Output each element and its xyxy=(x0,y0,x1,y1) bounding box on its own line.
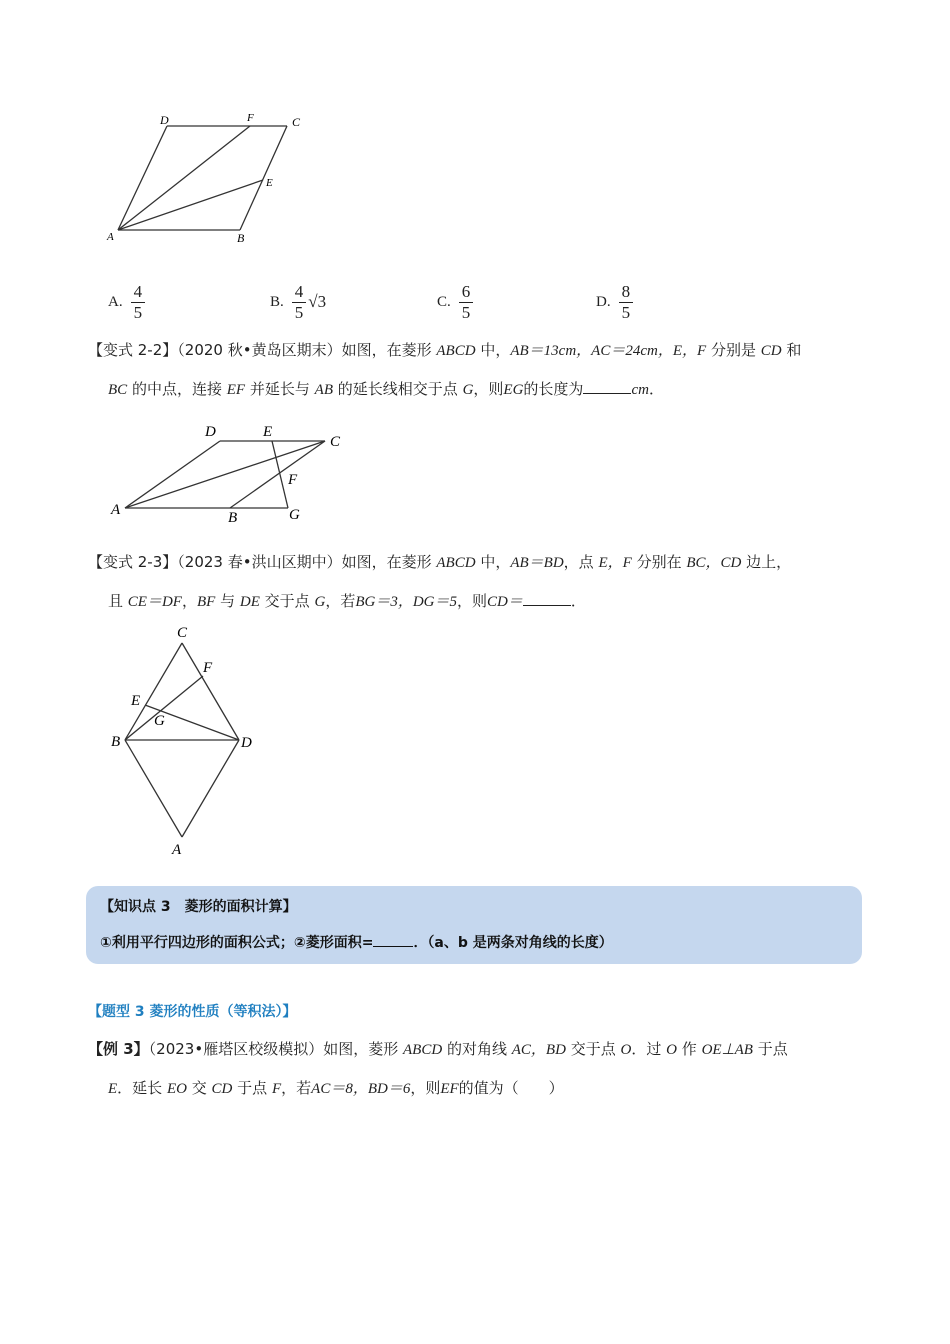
text-fragment: ．（a、b 是两条对角线的长度） xyxy=(413,935,613,951)
area-formula-blank[interactable] xyxy=(373,932,413,947)
math-e: E xyxy=(108,1081,118,1097)
label-c: C xyxy=(330,434,341,450)
option-b-numerator: 4 xyxy=(292,282,307,303)
option-a-fraction xyxy=(131,282,146,323)
variant-2-3-line-1 xyxy=(88,543,868,582)
math-ef: E，F xyxy=(672,343,707,359)
label-d: D xyxy=(241,735,252,751)
segment-ae xyxy=(118,180,263,230)
text-fragment: ．过 xyxy=(631,1040,662,1058)
math-eg: EG xyxy=(503,382,524,398)
text-fragment: ，若 xyxy=(325,592,356,610)
math-ef: E，F xyxy=(598,555,632,571)
math-condition: AC＝8，BD＝6 xyxy=(311,1081,411,1097)
label-f: F xyxy=(203,660,213,676)
text-fragment: 与 xyxy=(220,592,236,610)
label-d: D xyxy=(160,113,169,127)
text-fragment: 且 xyxy=(108,592,124,610)
text-fragment: 如图，在菱形 xyxy=(341,341,432,359)
option-c-fraction xyxy=(459,282,474,323)
label-e: E xyxy=(131,693,141,709)
text-fragment: 和 xyxy=(786,341,802,359)
label-g: G xyxy=(289,507,300,523)
knowledge-box xyxy=(86,886,862,964)
math-condition: AB＝BD xyxy=(510,555,564,571)
text-fragment: ，则 xyxy=(473,380,504,398)
segment-eg xyxy=(272,441,288,508)
answer-blank[interactable] xyxy=(583,379,631,394)
math-abcd: ABCD xyxy=(403,1042,443,1058)
text-fragment: ①利用平行四边形的面积公式；②菱形面积= xyxy=(100,935,374,951)
text-fragment: ，点 xyxy=(563,553,594,571)
label-e: E xyxy=(263,424,273,440)
math-ef: EF xyxy=(440,1081,459,1097)
variant-2-3-line-2 xyxy=(88,582,868,621)
text-fragment: 中， xyxy=(480,553,511,571)
figure-rhombus-2 xyxy=(105,418,355,528)
math-unit: cm xyxy=(631,382,649,398)
option-b-fraction xyxy=(292,282,307,323)
math-g: G xyxy=(314,594,326,610)
math-ef-line: EF xyxy=(226,382,246,398)
math-abcd: ABCD xyxy=(436,343,476,359)
text-fragment: 边上， xyxy=(746,553,792,571)
label-a: A xyxy=(107,231,114,243)
math-condition: AB＝13cm，AC＝24cm， xyxy=(510,343,673,359)
option-d-numerator: 8 xyxy=(619,282,634,303)
text-fragment: 的中点，连接 xyxy=(131,380,222,398)
edge-cb xyxy=(230,441,325,508)
label-c: C xyxy=(292,115,301,129)
math-cd: CD xyxy=(211,1081,233,1097)
example-3-source: （2023•雁塔区校级模拟） xyxy=(148,1040,324,1058)
math-o: O xyxy=(666,1042,677,1058)
option-c-denominator: 5 xyxy=(461,302,471,322)
label-b: B xyxy=(237,231,245,245)
label-b: B xyxy=(228,510,238,526)
option-c[interactable] xyxy=(437,278,473,326)
text-fragment: 于点 xyxy=(757,1040,788,1058)
option-a-numerator: 4 xyxy=(131,282,146,303)
text-fragment: ． xyxy=(648,380,664,398)
text-fragment: 如图，菱形 xyxy=(323,1040,399,1058)
variant-2-3-tag: 【变式 2-3】 xyxy=(88,553,178,571)
math-o: O xyxy=(620,1042,632,1058)
variant-2-2-source: （2020 秋•黄岛区期末） xyxy=(177,341,342,359)
variant-2-3-text xyxy=(88,543,868,621)
text-fragment: 作 xyxy=(681,1040,697,1058)
option-d[interactable] xyxy=(596,278,633,326)
math-bf: BF xyxy=(196,594,216,610)
edge-cb xyxy=(240,126,287,230)
label-b: B xyxy=(111,734,121,750)
text-fragment: 交于点 xyxy=(264,592,310,610)
math-ac-bd: AC，BD xyxy=(511,1042,566,1058)
text-fragment: 的值为（ ） xyxy=(458,1079,564,1097)
option-b-root: √3 xyxy=(308,292,327,311)
variant-2-2-line-2 xyxy=(88,370,868,409)
math-eo: EO xyxy=(166,1081,187,1097)
segment-af xyxy=(118,126,250,230)
option-d-label: D. xyxy=(596,293,611,310)
math-f: F xyxy=(271,1081,282,1097)
math-cd: CD xyxy=(760,343,782,359)
option-a-denominator: 5 xyxy=(133,302,143,322)
answer-blank[interactable] xyxy=(523,591,571,606)
text-fragment: 于点 xyxy=(237,1079,268,1097)
math-abcd: ABCD xyxy=(436,555,476,571)
figure-rhombus-1 xyxy=(100,108,320,248)
option-d-fraction xyxy=(619,282,634,323)
edge-da xyxy=(182,740,239,837)
knowledge-body xyxy=(100,932,613,952)
text-fragment: ．延长 xyxy=(117,1079,163,1097)
text-fragment: 的长度为 xyxy=(523,380,584,398)
text-fragment: ，若 xyxy=(281,1079,312,1097)
text-fragment: 的对角线 xyxy=(446,1040,507,1058)
math-oe-perp-ab: OE⊥AB xyxy=(701,1042,753,1058)
label-d: D xyxy=(205,424,216,440)
math-ce-df: CE＝DF xyxy=(127,594,182,610)
option-a-label: A. xyxy=(108,293,123,310)
edge-cd xyxy=(182,643,239,740)
option-d-denominator: 5 xyxy=(621,302,631,322)
variant-2-2-tag: 【变式 2-2】 xyxy=(88,341,178,359)
example-3-line-2 xyxy=(88,1069,868,1108)
label-c: C xyxy=(177,625,188,641)
math-bc: BC xyxy=(108,382,128,398)
text-fragment: ，则 xyxy=(410,1079,441,1097)
math-de: DE xyxy=(239,594,260,610)
option-a[interactable] xyxy=(108,278,145,326)
edge-da xyxy=(125,441,220,508)
topic-heading: 【题型 3 菱形的性质（等积法）】 xyxy=(88,1004,297,1020)
example-3-tag: 【例 3】 xyxy=(88,1040,149,1058)
example-3-text xyxy=(88,1030,868,1108)
label-e: E xyxy=(266,177,273,189)
option-c-label: C. xyxy=(437,293,451,310)
option-b-label: B. xyxy=(270,293,284,310)
label-f: F xyxy=(288,472,298,488)
text-fragment: 分别在 xyxy=(636,553,682,571)
text-fragment: ． xyxy=(570,592,586,610)
math-condition-2: BG＝3，DG＝5 xyxy=(355,594,457,610)
option-b[interactable] xyxy=(270,278,326,326)
text-fragment: ，则 xyxy=(457,592,488,610)
label-f: F xyxy=(247,112,254,124)
text-fragment: 分别是 xyxy=(710,341,756,359)
label-a: A xyxy=(172,842,182,858)
variant-2-2-line-1 xyxy=(88,331,868,370)
text-fragment: 交 xyxy=(191,1079,207,1097)
text-fragment: 如图，在菱形 xyxy=(341,553,432,571)
figure-rhombus-3 xyxy=(105,620,275,860)
text-fragment: 交于点 xyxy=(570,1040,616,1058)
edge-ba xyxy=(125,740,182,837)
knowledge-title: 【知识点 3 菱形的面积计算】 xyxy=(100,899,297,915)
text-fragment: 并延长与 xyxy=(249,380,310,398)
text-fragment: ， xyxy=(181,592,197,610)
text-fragment: 中， xyxy=(480,341,511,359)
label-a: A xyxy=(111,502,121,518)
label-g: G xyxy=(154,713,165,729)
option-c-numerator: 6 xyxy=(459,282,474,303)
math-bc-cd: BC，CD xyxy=(686,555,742,571)
variant-2-2-text xyxy=(88,331,868,409)
math-g: G xyxy=(462,382,474,398)
text-fragment: 的延长线相交于点 xyxy=(337,380,458,398)
option-b-denominator: 5 xyxy=(294,302,304,322)
example-3-line-1 xyxy=(88,1030,868,1069)
edge-da xyxy=(118,126,167,230)
variant-2-3-source: （2023 春•洪山区期中） xyxy=(177,553,342,571)
math-ab: AB xyxy=(314,382,333,398)
math-cd-eq: CD＝ xyxy=(487,594,523,610)
